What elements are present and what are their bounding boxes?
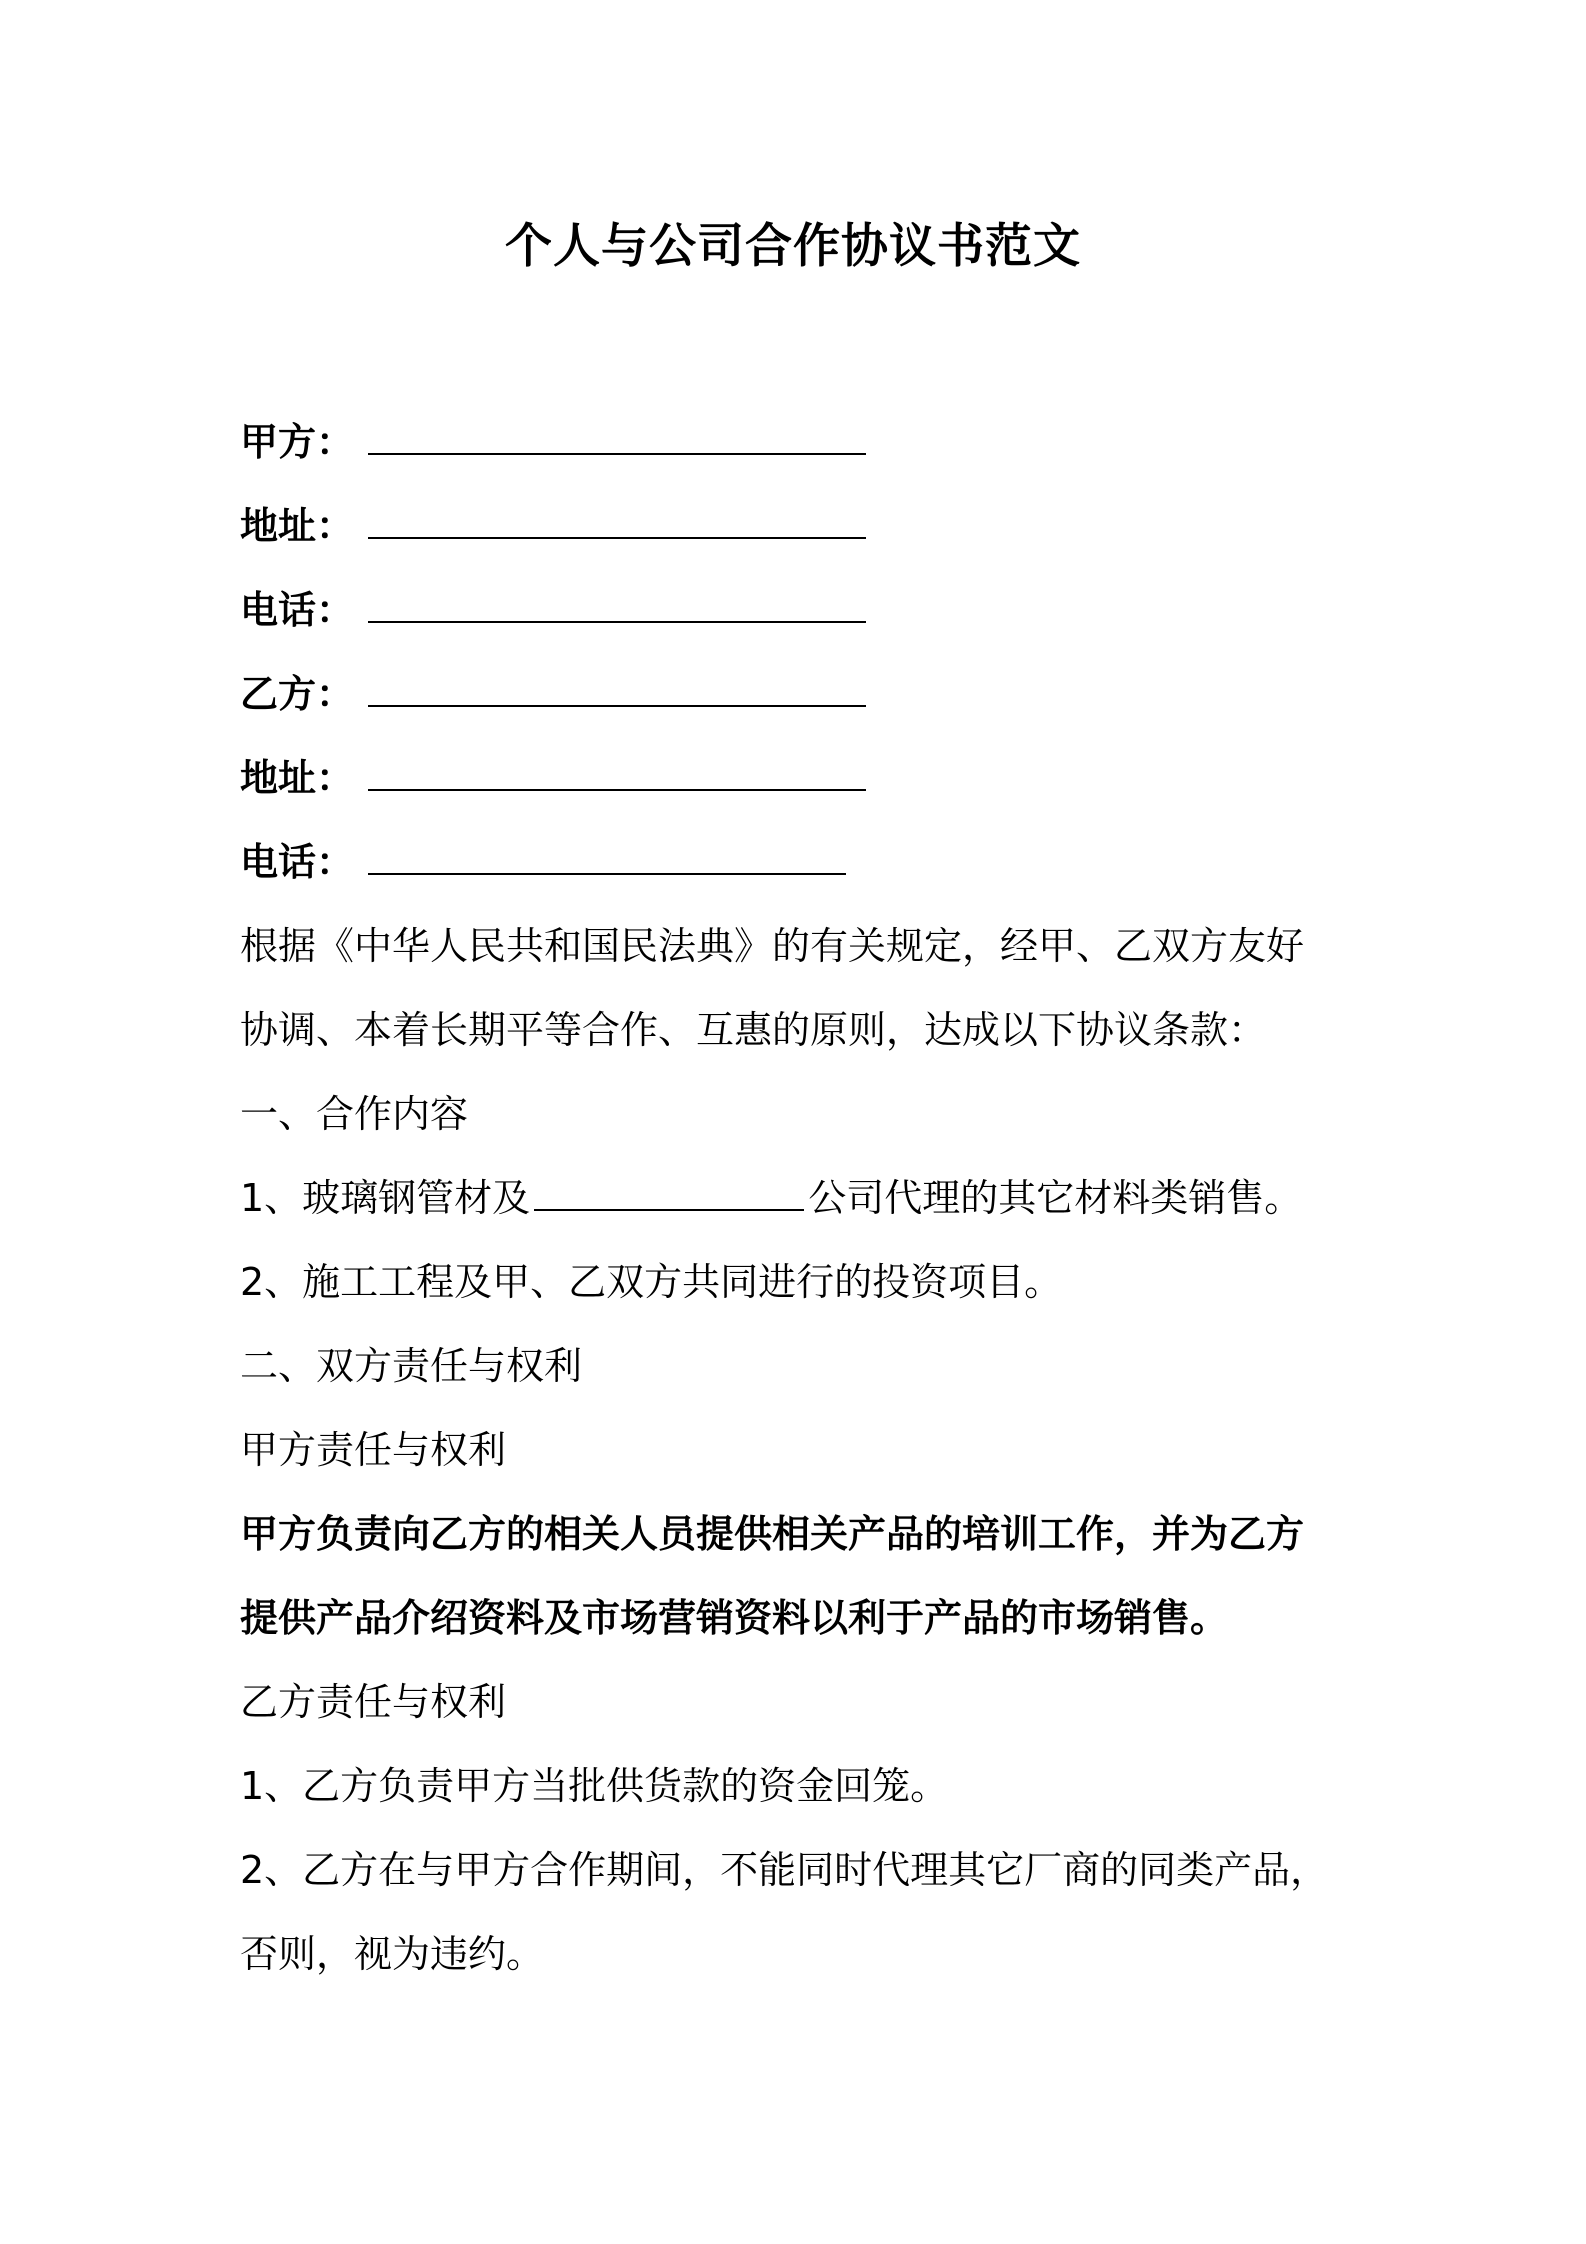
party-a-name-label: 甲方： <box>240 420 355 464</box>
document-body <box>240 400 1370 1996</box>
party-b-name-line <box>240 652 1370 736</box>
party-b-duties-item-2-line-2: 否则，视为违约。 <box>240 1932 545 1976</box>
party-a-phone-blank <box>368 591 866 623</box>
preamble-line-2: 协调、本着长期平等合作、互惠的原则，达成以下协议条款： <box>240 1008 1267 1052</box>
party-b-duties-item-1: 1、乙方负责甲方当批供货款的资金回笼。 <box>240 1764 949 1808</box>
party-a-address-label: 地址： <box>240 504 355 548</box>
document-title: 个人与公司合作协议书范文 <box>505 219 1081 274</box>
party-b-phone-blank <box>368 843 846 875</box>
preamble-line-1: 根据《中华人民共和国民法典》的有关规定，经甲、乙双方友好 <box>240 924 1305 968</box>
party-a-duties-heading: 甲方责任与权利 <box>240 1428 507 1472</box>
party-b-address-label: 地址： <box>240 756 355 800</box>
party-b-phone-line <box>240 820 1370 904</box>
party-a-name-line <box>240 400 1370 484</box>
section-2-heading: 二、双方责任与权利 <box>240 1344 583 1388</box>
company-name-blank <box>534 1179 804 1211</box>
party-a-phone-line <box>240 568 1370 652</box>
section-1-item-1 <box>240 1156 1370 1240</box>
party-a-name-blank <box>368 423 866 455</box>
party-b-name-blank <box>368 675 866 707</box>
section-1-item-1-text-before: 1、玻璃钢管材及 <box>240 1176 531 1220</box>
section-1-item-2: 2、施工工程及甲、乙双方共同进行的投资项目。 <box>240 1260 1063 1304</box>
party-b-duties-heading: 乙方责任与权利 <box>240 1680 507 1724</box>
party-b-address-line <box>240 736 1370 820</box>
party-a-phone-label: 电话： <box>240 588 355 632</box>
section-1-item-1-text-after: 公司代理的其它材料类销售。 <box>808 1176 1303 1220</box>
party-a-duties-line-2: 提供产品介绍资料及市场营销资料以利于产品的市场销售。 <box>240 1596 1229 1640</box>
party-b-duties-item-2-line-1: 2、乙方在与甲方合作期间，不能同时代理其它厂商的同类产品， <box>240 1848 1329 1892</box>
party-a-address-blank <box>368 507 866 539</box>
party-b-name-label: 乙方： <box>240 672 355 716</box>
section-1-heading: 一、合作内容 <box>240 1092 469 1136</box>
party-a-address-line <box>240 484 1370 568</box>
party-a-duties-line-1: 甲方负责向乙方的相关人员提供相关产品的培训工作，并为乙方 <box>240 1512 1305 1556</box>
party-b-address-blank <box>368 759 866 791</box>
party-b-phone-label: 电话： <box>240 840 355 884</box>
